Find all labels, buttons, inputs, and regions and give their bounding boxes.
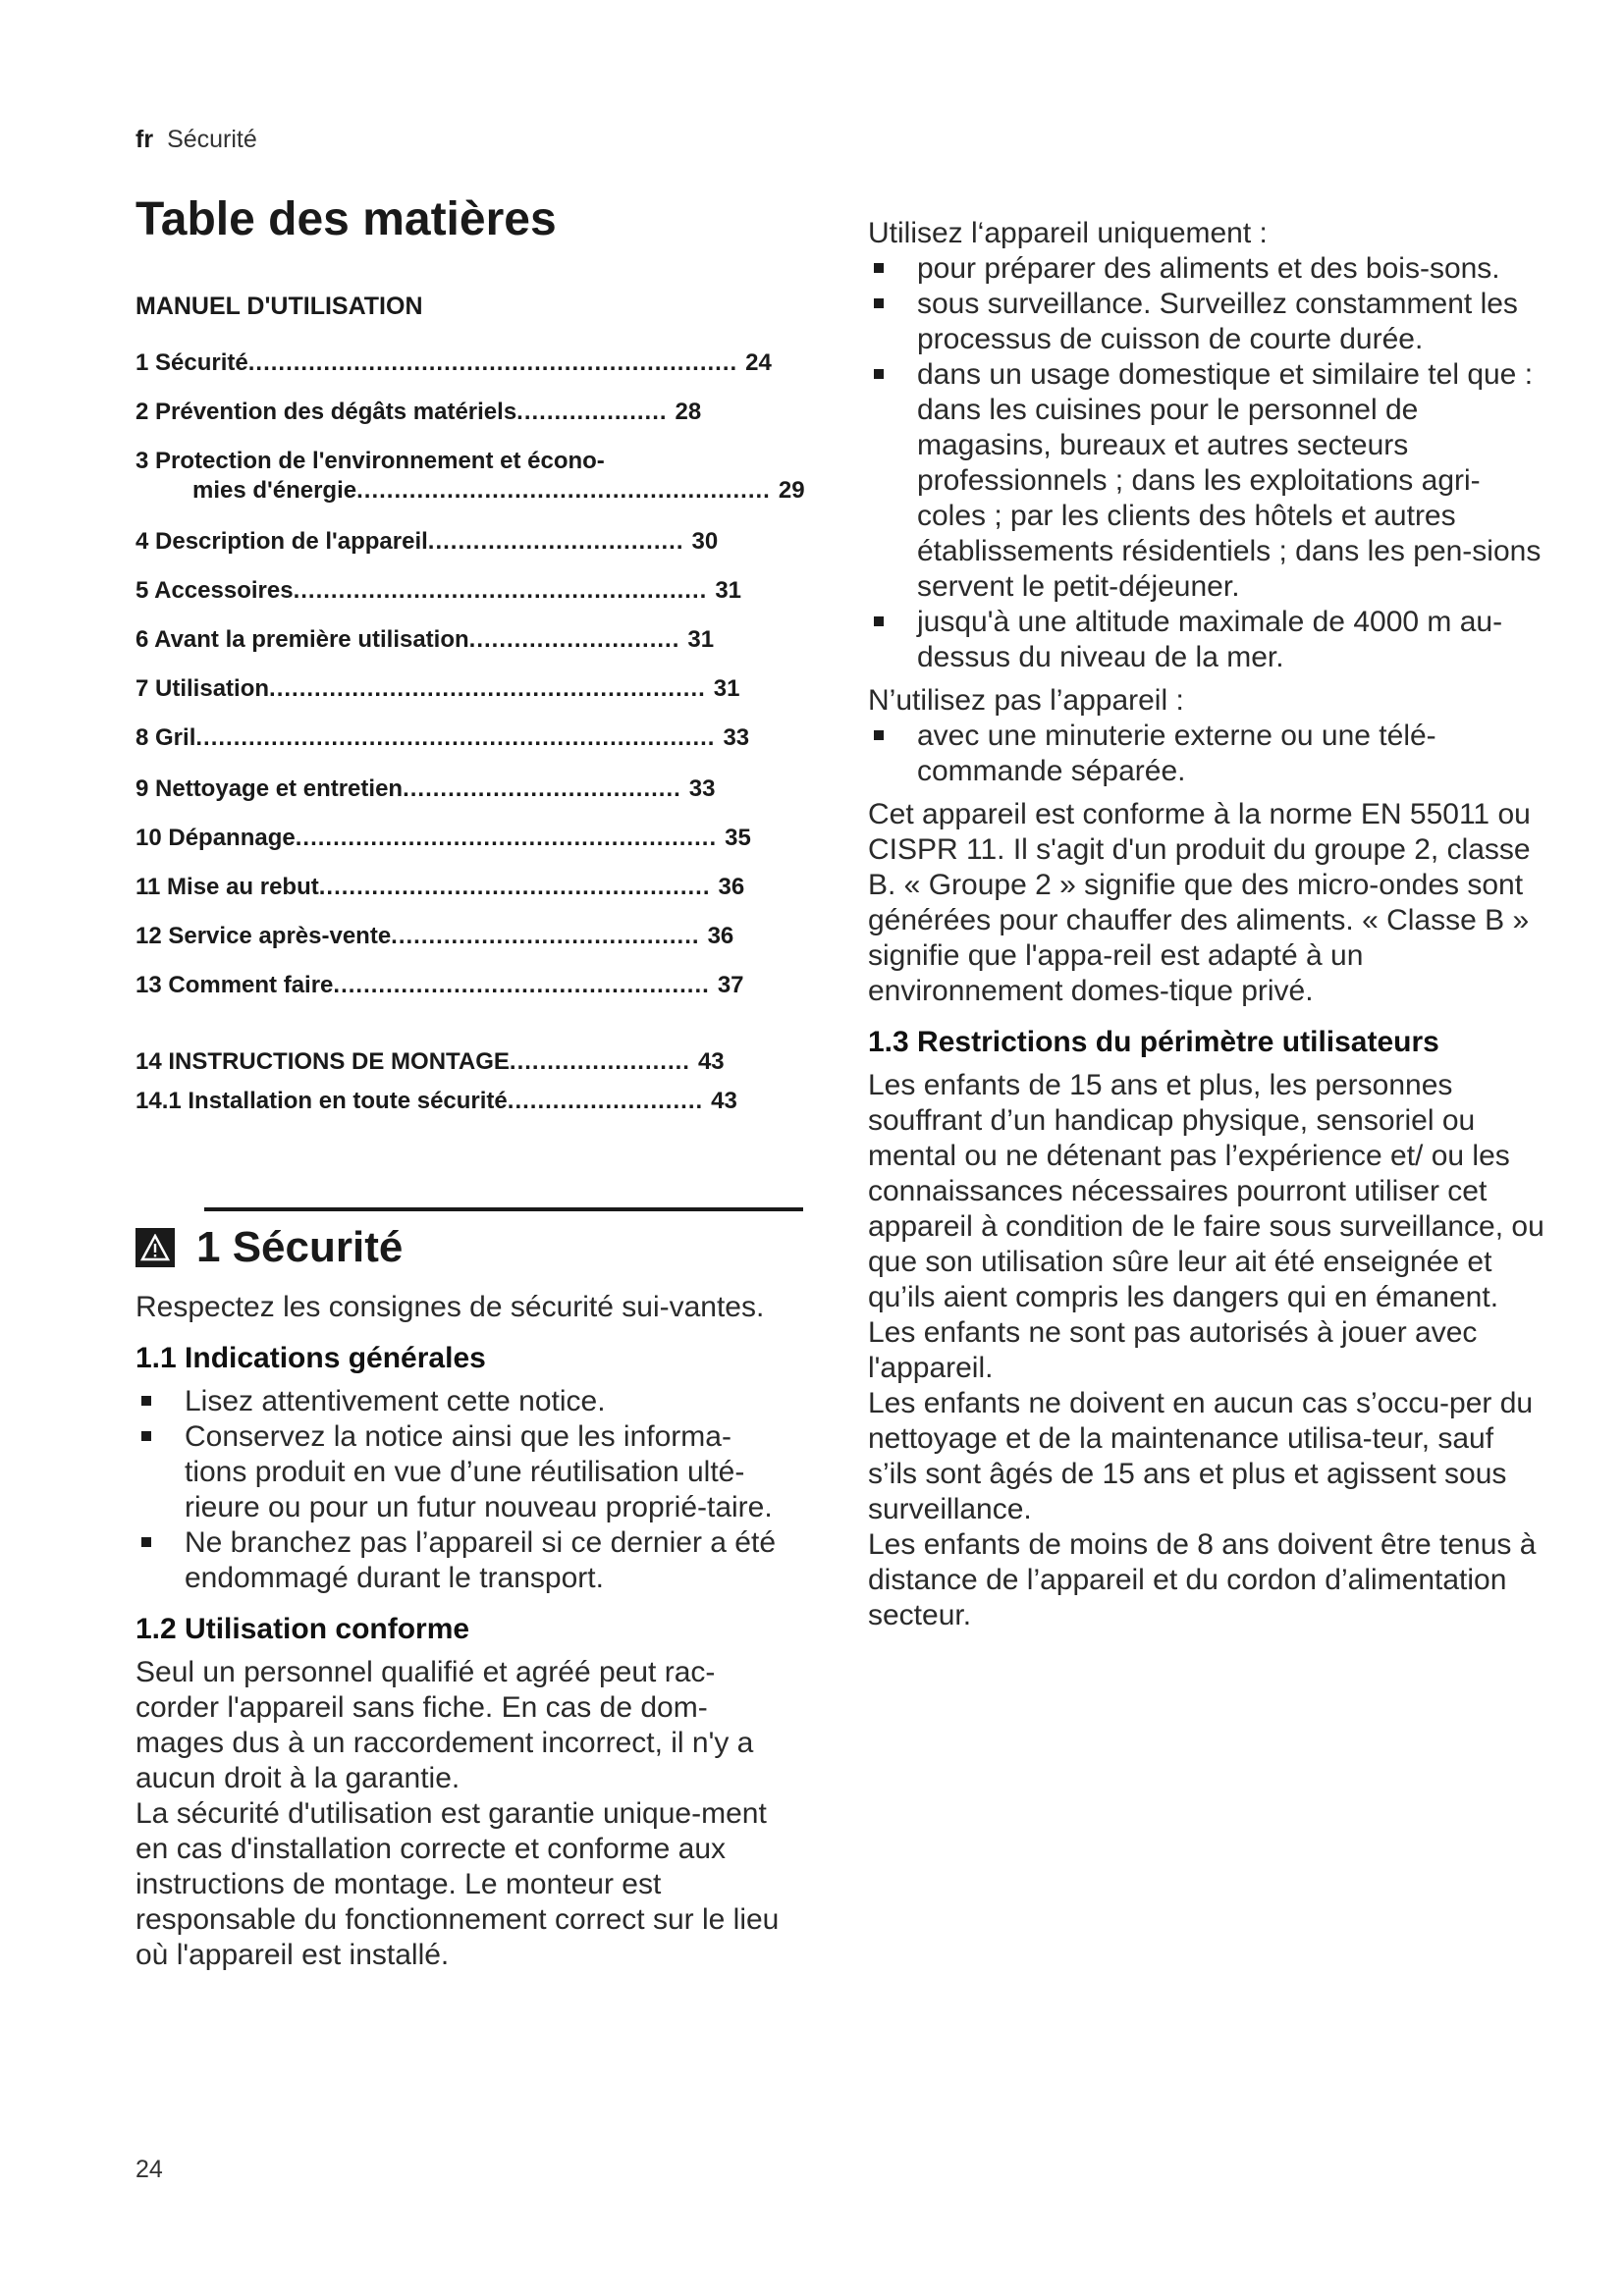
warning-icon [135,1228,175,1267]
list-item: avec une minuterie externe ou une télé-commande séparée. [868,719,1545,789]
toc-entry-label: 12 Service après-vente [135,923,392,949]
toc-entry[interactable] [135,626,714,654]
toc-entry-continued[interactable] [192,477,805,505]
toc-dots: ......................................... [391,923,700,949]
left-column [135,193,805,1971]
list-item: Ne branchez pas l’appareil si ce dernier a été endommagé durant le transport. [135,1525,793,1596]
toc-entry-label: 3 Protection de l'environnement et écono- [135,448,605,474]
use-list [868,251,1545,675]
toc-dots: ....................................................... [356,477,771,504]
toc-entry[interactable] [135,972,744,999]
right-column [868,216,1545,1633]
toc-entry[interactable] [135,577,741,605]
toc-dots: .................................................... [318,874,711,900]
toc-dots: .................... [516,399,668,425]
header-section: Sécurité [167,126,257,153]
toc-entry[interactable] [135,923,733,950]
toc-entry-page: 31 [715,577,742,604]
toc-entry-page: 31 [713,675,740,702]
nouse-intro: N’utilisez pas l’appareil : [868,684,1184,717]
toc-entry-label: 2 Prévention des dégâts matériels [135,399,517,425]
list-item: Lisez attentivement cette notice. [135,1384,793,1419]
list-item: Conservez la notice ainsi que les informa-tions produit en vue d’une réutilisation ulté-rieure ou pour un futur nouveau proprié-taire. [135,1419,793,1525]
toc-entry-page: 33 [723,724,750,751]
toc-entry-page: 30 [691,528,719,555]
list-item: sous surveillance. Surveillez constamment les processus de cuisson de courte durée. [868,287,1545,357]
list-item: jusqu'à une altitude maximale de 4000 m au-dessus du niveau de la mer. [868,605,1545,675]
toc-dots: ..................................................................... [195,724,716,751]
subsection-title-1-1: 1.1 Indications générales [135,1342,486,1374]
toc-manual-label: MANUEL D'UTILISATION [135,293,423,320]
toc-entry-label: 4 Description de l'appareil [135,528,428,555]
language-code: fr [135,126,154,153]
paragraph: Les enfants de 15 ans et plus, les personnes souffrant d’un handicap physique, sensoriel ou mental ou ne détenant pas l’expérience et/ ou les connaissances nécessaires pourront utiliser cet appareil à condition de le faire sous surveillance, ou que son utilisation sûre leur ait été enseignée et qu’ils aient compris les dangers qui en émanent. [868,1069,1544,1313]
paragraph: La sécurité d'utilisation est garantie unique-ment en cas d'installation correcte et conforme aux instructions de montage. Le monteur est responsable du fonctionnement correct sur le lieu où l'appareil est installé. [135,1797,780,1971]
toc-entry-label: 11 Mise au rebut [135,874,319,900]
toc-entry[interactable] [135,825,751,852]
toc-dots: .......................... [507,1088,704,1114]
running-header [135,126,257,154]
nouse-list [868,719,1545,789]
toc-entry-label: 13 Comment faire [135,972,334,998]
toc-dots: .................................. [427,528,684,555]
toc-entry-page: 31 [687,626,715,653]
toc-entry-label: 5 Accessoires [135,577,294,604]
toc-entry-label: 1 Sécurité [135,349,248,376]
norm-paragraph: Cet appareil est conforme à la norme EN 55011 ou CISPR 11. Il s'agit d'un produit du groupe 2, classe B. « Groupe 2 » signifie que des micro-ondes sont générées pour chauffer des aliments. « Classe B » signifie que l'appa-reil est adapté à un environnement domes-tique privé. [868,798,1531,1007]
toc-dots: .................................................. [333,972,710,998]
toc-entry-page: 35 [725,825,751,851]
toc-entry[interactable] [135,1088,737,1115]
section-intro: Respectez les consignes de sécurité sui-vantes. [135,1291,765,1323]
toc-dots: ........................................................ [295,825,718,851]
toc-dots: ................................................................. [247,349,738,376]
toc-dots: ....................................................... [293,577,708,604]
toc-entry-page: 37 [717,972,744,998]
paragraph: Les enfants de moins de 8 ans doivent être tenus à distance de l’appareil et du cordon d’alimentation secteur. [868,1528,1537,1631]
toc-entry-page: 43 [697,1048,725,1075]
section-heading [135,1223,403,1272]
toc-entry[interactable] [135,874,744,901]
toc-entry-label: 9 Nettoyage et entretien [135,775,404,802]
toc-entry-label: 6 Avant la première utilisation [135,626,469,653]
toc-entry-label: 14 INSTRUCTIONS DE MONTAGE [135,1048,510,1075]
toc-entry-label: 8 Gril [135,724,196,751]
paragraph: Seul un personnel qualifié et agréé peut rac-corder l'appareil sans fiche. En cas de dom-mages dus à un raccordement incorrect, il n'y a aucun droit à la garantie. [135,1656,754,1794]
toc-entry[interactable] [135,448,605,475]
toc-entry-page: 28 [675,399,702,425]
toc-dots: ..................................... [403,775,681,802]
toc-entry-page: 43 [711,1088,737,1114]
section-rule [204,1207,803,1211]
subsection-title-1-3: 1.3 Restrictions du périmètre utilisateurs [868,1026,1439,1058]
toc-entry-page: 24 [745,349,772,376]
toc-entry-page: 36 [707,923,734,949]
toc-dots: ........................ [509,1048,690,1075]
paragraph: Les enfants ne sont pas autorisés à jouer avec l'appareil. [868,1316,1478,1384]
page-number: 24 [135,2156,163,2183]
toc-entry[interactable] [135,399,701,426]
use-intro: Utilisez l‘appareil uniquement : [868,217,1268,249]
toc-entry-label: 14.1 Installation en toute sécurité [135,1088,508,1114]
subsection-title-1-2: 1.2 Utilisation conforme [135,1613,470,1645]
toc-dots: ............................ [468,626,680,653]
toc-entry[interactable] [135,349,772,377]
toc-entry[interactable] [135,1048,725,1076]
toc-title: Table des matières [135,193,557,245]
general-list [135,1384,793,1596]
toc-entry-label: 7 Utilisation [135,675,270,702]
list-item: pour préparer des aliments et des bois-sons. [868,251,1545,287]
section-body [135,1290,793,1973]
toc-entry[interactable] [135,775,716,803]
section-title: 1 Sécurité [196,1223,404,1271]
list-item: dans un usage domestique et similaire tel que : dans les cuisines pour le personnel de magasins, bureaux et autres secteurs professionnels ; dans les exploitations agri-coles ; par les clients des hôtels et autres établissements résidentiels ; dans les pen-sions servent le petit-déjeuner. [868,357,1545,605]
toc-entry-label: 10 Dépannage [135,825,296,851]
toc-entry[interactable] [135,528,718,556]
toc-dots: .......................................................... [269,675,706,702]
toc-entry-label: mies d'énergie [192,477,357,504]
toc-entry-page: 33 [688,775,716,802]
toc-entry-page: 36 [718,874,745,900]
toc-entry[interactable] [135,675,739,703]
toc-entry[interactable] [135,724,749,752]
toc-entry-page: 29 [778,477,805,504]
paragraph: Les enfants ne doivent en aucun cas s’occu-per du nettoyage et de la maintenance utilisa-teur, sauf s’ils sont âgés de 15 ans et plus et agissent sous surveillance. [868,1387,1534,1525]
